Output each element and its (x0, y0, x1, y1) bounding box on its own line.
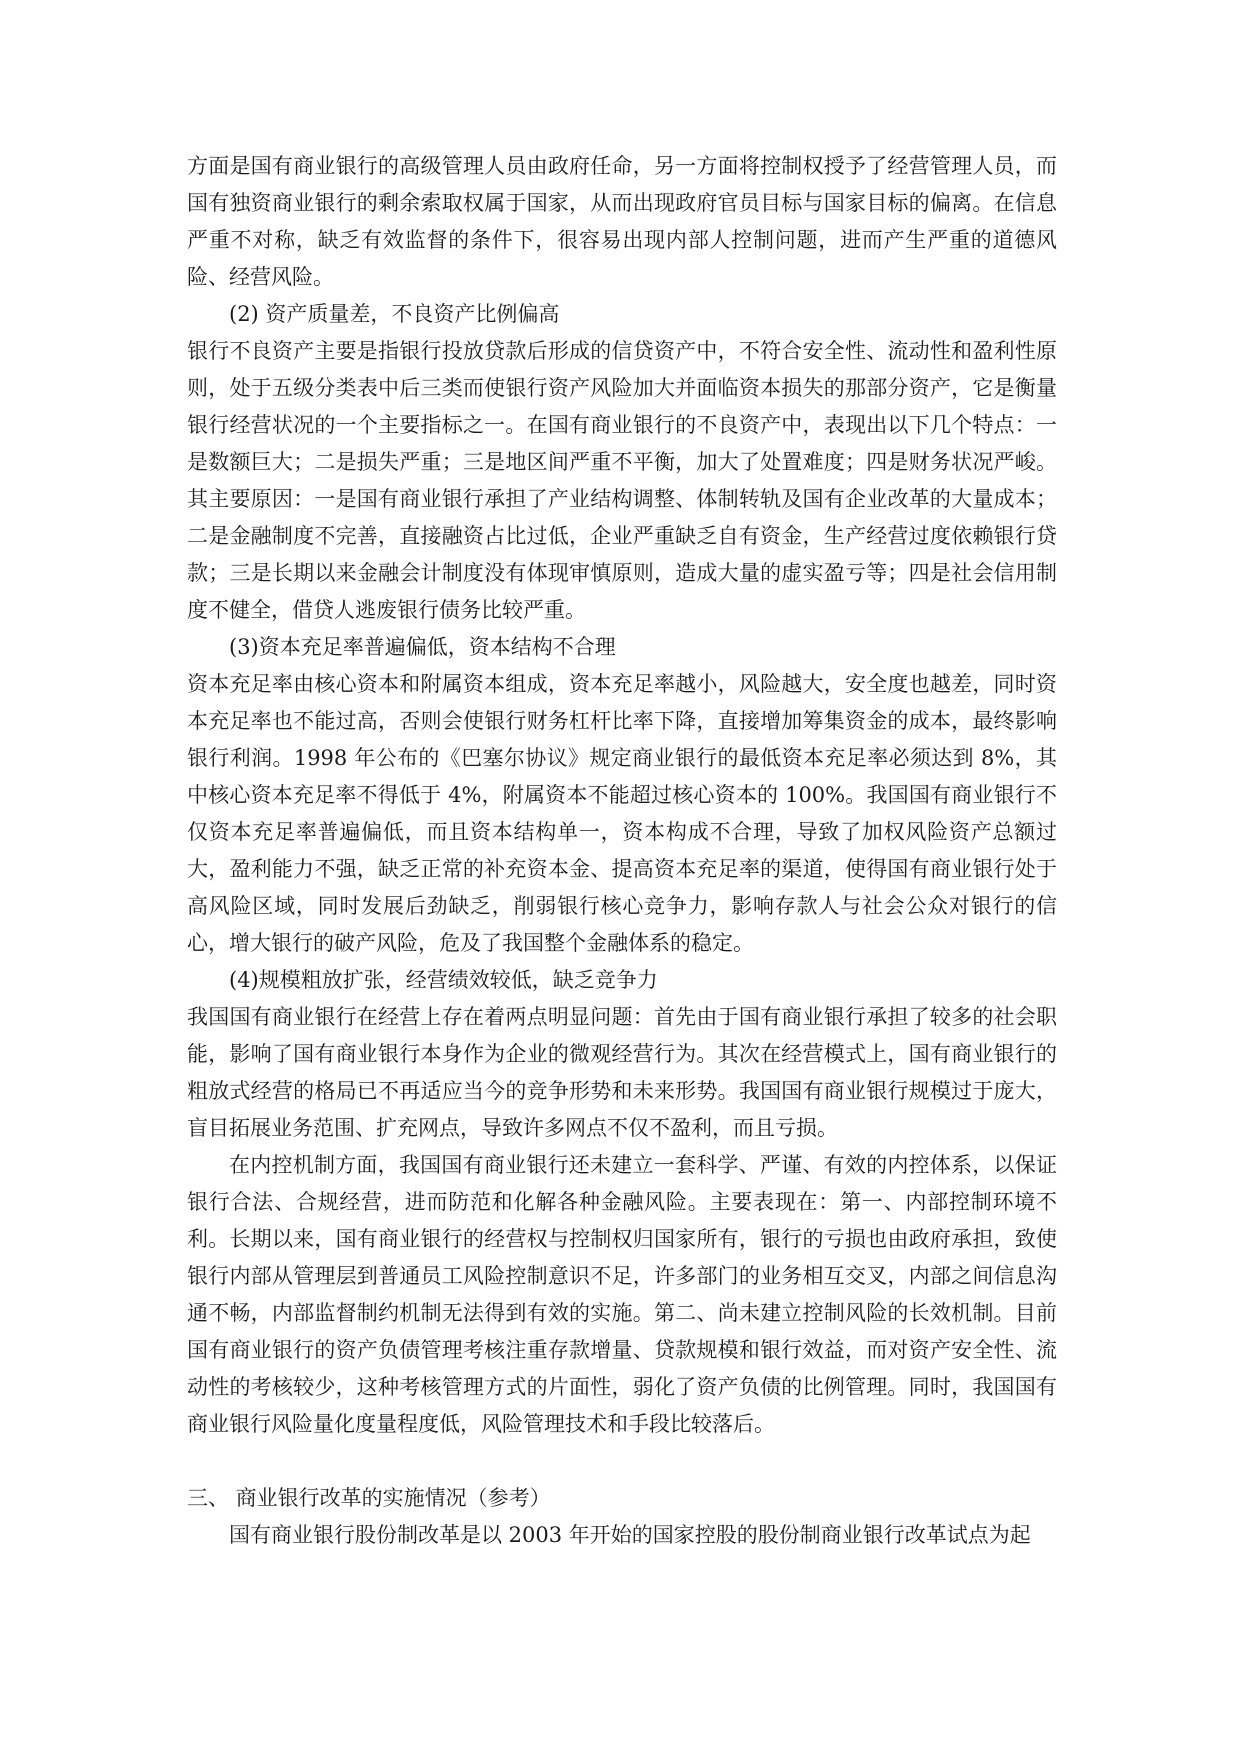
document-page (187, 148, 1057, 1554)
section-gap (187, 1443, 1057, 1480)
paragraph-internal-control: 在内控机制方面，我国国有商业银行还未建立一套科学、严谨、有效的内控体系，以保证银行合法、合规经营，进而防范和化解各种金融风险。主要表现在：第一、内部控制环境不利。长期以来，国有商业银行的经营权与控制权归国家所有，银行的亏损也由政府承担，致使银行内部从管理层到普通员工风险控制意识不足，许多部门的业务相互交叉，内部之间信息沟通不畅，内部监督制约机制无法得到有效的实施。第二、尚未建立控制风险的长效机制。目前国有商业银行的资产负债管理考核注重存款增量、贷款规模和银行效益，而对资产安全性、流动性的考核较少，这种考核管理方式的片面性，弱化了资产负债的比例管理。同时，我国国有商业银行风险量化度量程度低，风险管理技术和手段比较落后。 (187, 1153, 1057, 1436)
subheading-asset-quality: (2) 资产质量差，不良资产比例偏高 (229, 302, 560, 326)
paragraph-reform-intro: 国有商业银行股份制改革是以 2003 年开始的国家控股的股份制商业银行改革试点为起 (229, 1523, 1031, 1547)
paragraph-non-performing-assets: 银行不良资产主要是指银行投放贷款后形成的信贷资产中，不符合安全性、流动性和盈利性原则，处于五级分类表中后三类而使银行资产风险加大并面临资本损失的那部分资产，它是衡量银行经营状况的一个主要指标之一。在国有商业银行的不良资产中，表现出以下几个特点：一是数额巨大；二是损失严重；三是地区间严重不平衡，加大了处置难度；四是财务状况严峻。其主要原因：一是国有商业银行承担了产业结构调整、体制转轨及国有企业改革的大量成本；二是金融制度不完善，直接融资占比过低，企业严重缺乏自有资金，生产经营过度依赖银行贷款；三是长期以来金融会计制度没有体现审慎原则，造成大量的虚实盈亏等；四是社会信用制度不健全，借贷人逃废银行债务比较严重。 (187, 339, 1057, 622)
subheading-capital-adequacy: (3)资本充足率普遍偏低，资本结构不合理 (229, 635, 616, 659)
paragraph-scale-expansion: 我国国有商业银行在经营上存在着两点明显问题：首先由于国有商业银行承担了较多的社会职能，影响了国有商业银行本身作为企业的微观经营行为。其次在经营模式上，国有商业银行的粗放式经营的格局已不再适应当今的竞争形势和未来形势。我国国有商业银行规模过于庞大，盲目拓展业务范围、扩充网点，导致许多网点不仅不盈利，而且亏损。 (187, 1005, 1057, 1140)
section-heading-reform: 三、 商业银行改革的实施情况（参考） (187, 1486, 551, 1510)
subheading-scale-expansion: (4)规模粗放扩张，经营绩效较低，缺乏竞争力 (229, 968, 658, 992)
paragraph-capital-adequacy: 资本充足率由核心资本和附属资本组成，资本充足率越小，风险越大，安全度也越差，同时资本充足率也不能过高，否则会使银行财务杠杆比率下降，直接增加筹集资金的成本，最终影响银行利润。1998 年公布的《巴塞尔协议》规定商业银行的最低资本充足率必须达到 8%，其中核心资本充足率不得低于 4%，附属资本不能超过核心资本的 100%。我国国有商业银行不仅资本充足率普遍偏低，而且资本结构单一，资本构成不合理，导致了加权风险资产总额过大，盈利能力不强，缺乏正常的补充资本金、提高资本充足率的渠道，使得国有商业银行处于高风险区域，同时发展后劲缺乏，削弱银行核心竞争力，影响存款人与社会公众对银行的信心，增大银行的破产风险，危及了我国整个金融体系的稳定。 (187, 672, 1057, 955)
paragraph-continuation: 方面是国有商业银行的高级管理人员由政府任命，另一方面将控制权授予了经营管理人员，而国有独资商业银行的剩余索取权属于国家，从而出现政府官员目标与国家目标的偏离。在信息严重不对称，缺乏有效监督的条件下，很容易出现内部人控制问题，进而产生严重的道德风险、经营风险。 (187, 154, 1057, 289)
